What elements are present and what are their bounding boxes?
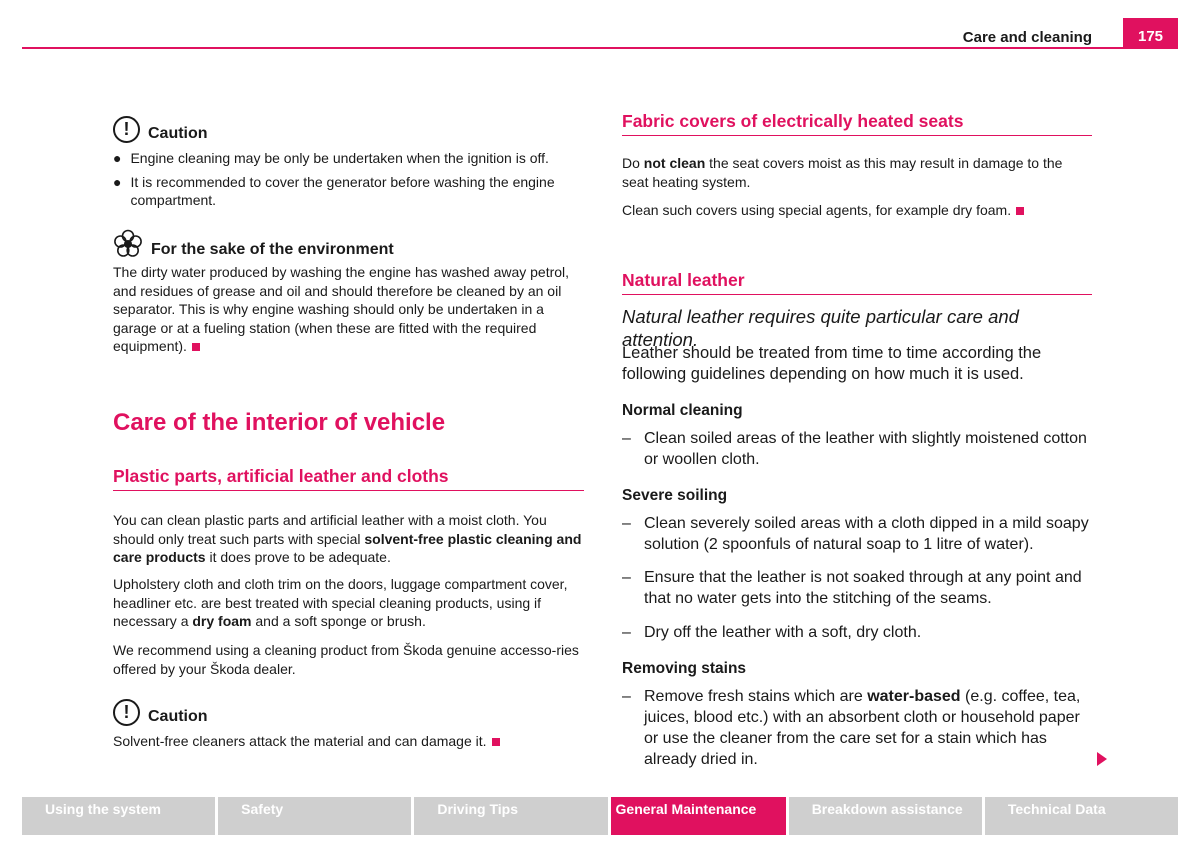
header-rule: [22, 47, 1178, 49]
running-header-title: Care and cleaning: [962, 29, 1092, 46]
tab-driving-tips[interactable]: Driving Tips: [414, 797, 607, 835]
caution-notice-1: [113, 116, 208, 143]
environment-text: The dirty water produced by washing the engine has washed away petrol, and residues of grease and oil and should therefore be cleaned by an oil separator. This is why engine washing should only be undertaken in a garage or at a fueling station (when these are fitted with the required equipment).: [113, 264, 570, 354]
caution-icon: !: [113, 116, 140, 143]
fabric-paragraph-2: Clean such covers using special agents, for example dry foam.: [622, 201, 1092, 220]
tab-safety[interactable]: Safety: [218, 797, 411, 835]
environment-notice: [113, 229, 394, 259]
tab-using-the-system[interactable]: Using the system: [22, 797, 215, 835]
bullet-icon: ●: [113, 150, 122, 166]
tab-general-maintenance[interactable]: General Maintenance: [611, 797, 786, 835]
next-page-arrow-icon[interactable]: [1097, 752, 1107, 766]
removing-stains-title: Removing stains: [622, 660, 747, 677]
plastic-paragraph-3: We recommend using a cleaning product from Škoda genuine accesso-ries offered by your Škoda dealer.: [113, 642, 579, 677]
bullet-icon: ●: [113, 173, 122, 190]
section-title: Care of the interior of vehicle: [113, 409, 446, 436]
caution-notice-2: [113, 699, 208, 726]
page-number: 175: [1123, 18, 1178, 49]
end-of-section-square-icon: [492, 738, 500, 746]
fabric-heading: Fabric covers of electrically heated seats: [622, 111, 1092, 136]
normal-cleaning-title: Normal cleaning: [622, 402, 743, 419]
list-item: – Dry off the leather with a soft, dry cloth.: [622, 624, 922, 641]
caution-title: Caution: [148, 125, 208, 142]
tab-technical-data[interactable]: Technical Data: [985, 797, 1178, 835]
caution-icon: !: [113, 699, 140, 726]
tab-breakdown-assistance[interactable]: Breakdown assistance: [789, 797, 982, 835]
bullet-item: ● It is recommended to cover the generator before washing the engine compartment.: [113, 173, 555, 208]
list-item: – Clean soiled areas of the leather with slightly moistened cotton or woollen cloth.: [622, 430, 1087, 468]
plastic-paragraph-2: Upholstery cloth and cloth trim on the doors, luggage compartment cover, headliner etc. are best treated with special cleaning products, using if necessary a dry foam and a soft sponge or brush.: [113, 576, 568, 629]
list-item: – Ensure that the leather is not soaked through at any point and that no water gets into the stitching of the seams.: [622, 569, 1082, 607]
end-of-section-square-icon: [192, 343, 200, 351]
list-item: – Clean severely soiled areas with a cloth dipped in a mild soapy solution (2 spoonfuls of natural soap to 1 litre of water).: [622, 515, 1089, 553]
environment-flower-icon: [113, 229, 143, 259]
leather-heading: Natural leather: [622, 270, 1092, 295]
caution-2-text: Solvent-free cleaners attack the material and can damage it.: [113, 732, 584, 751]
plastic-paragraph-1: You can clean plastic parts and artificial leather with a moist cloth. You should only treat such parts with special solvent-free plastic cleaning and care products it does prove to be adequate.: [113, 512, 582, 565]
end-of-section-square-icon: [1016, 207, 1024, 215]
plastic-heading: Plastic parts, artificial leather and cloths: [113, 466, 584, 491]
environment-title: For the sake of the environment: [151, 241, 394, 258]
footer-nav: [22, 797, 1178, 835]
caution-bullets: [113, 149, 584, 210]
list-item: – Remove fresh stains which are water-based (e.g. coffee, tea, juices, blood etc.) with an absorbent cloth or household paper or use the cleaner from the care set for a stain which has already dried in.: [622, 688, 1081, 768]
leather-intro: Natural leather requires quite particular care and attention.: [622, 306, 1019, 350]
severe-soiling-title: Severe soiling: [622, 487, 728, 504]
leather-paragraph: Leather should be treated from time to time according the following guidelines depending on how much it is used.: [622, 344, 1042, 383]
caution-title: Caution: [148, 708, 208, 725]
bullet-item: ● Engine cleaning may be only be undertaken when the ignition is off.: [113, 150, 549, 166]
fabric-paragraph-1: Do not clean the seat covers moist as this may result in damage to the seat heating system.: [622, 155, 1063, 190]
